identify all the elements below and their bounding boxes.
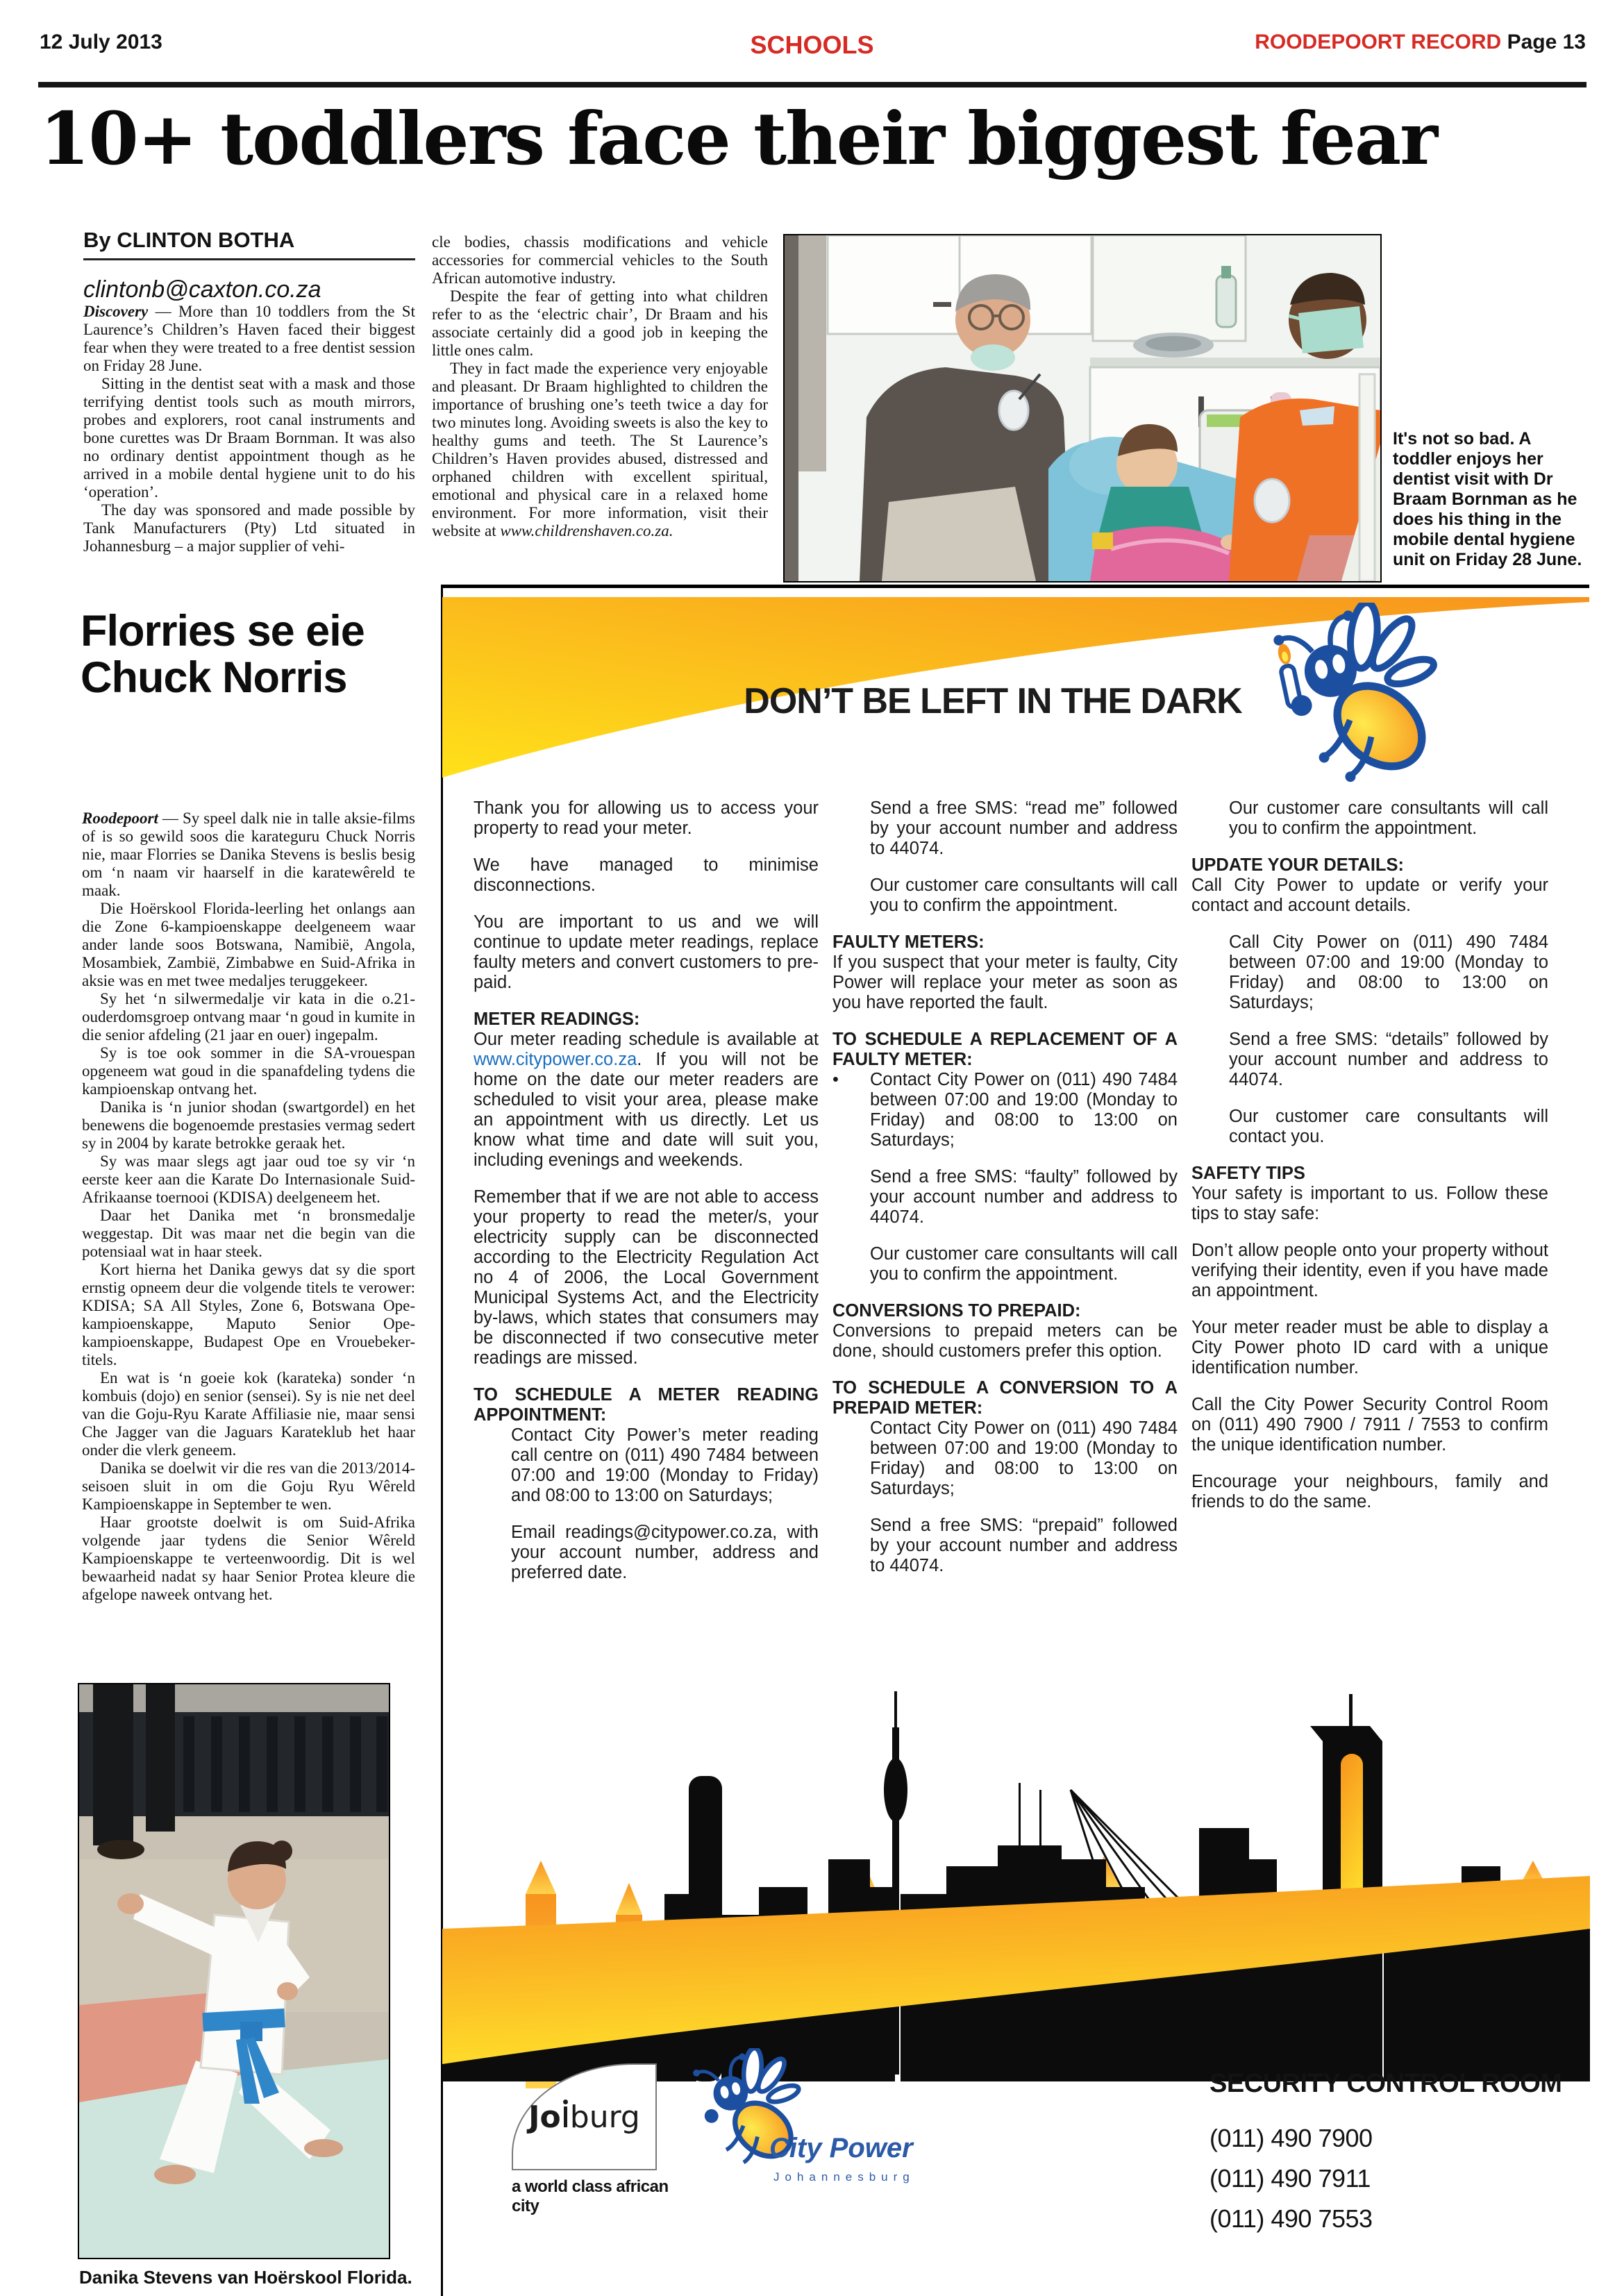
article2-p9: En wat is ‘n goeie kok (karateka) sonder ‘n kombuis (dojo) en senior (sensei). Sy is nie net deel van die Goju-Ryu Karate Affiliasie nie, maar sensi Che Jagger van die Jaguars Karateklub het haar onder die vlerk geneem. — [82, 1369, 415, 1459]
ad-c3-p4: Send a free SMS: “details” followed by your account number and address to 44074. — [1229, 1030, 1548, 1089]
ad-column-1 — [474, 798, 819, 1600]
ad-c3-h2: SAFETY TIPS — [1191, 1164, 1305, 1183]
ad-c3-p8: Your meter reader must be able to display a City Power photo ID card with a unique identification number. — [1191, 1318, 1548, 1377]
ad-c2-p9: Send a free SMS: “prepaid” followed by your account number and address to 44074. — [870, 1516, 1178, 1575]
security-number-3: (011) 490 7553 — [1209, 2204, 1373, 2233]
dateline-2: Roodepoort — [82, 810, 158, 827]
ad-c2-p5: Send a free SMS: “faulty” followed by your account number and address to 44074. — [870, 1167, 1178, 1227]
ad-column-3 — [1191, 798, 1548, 1529]
ad-c1-p5: Remember that if we are not able to access your property to read the meter/s, your electricity supply can be disconnected according to the Electricity Regulation Act no 4 of 2006, the Local Government Municipal Systems Act, and the Electricity by-laws, which states that consumers may be disconnected if two consecutive meter readings are missed. — [474, 1187, 819, 1368]
security-title: SECURITY CONTROL ROOM — [1209, 2069, 1562, 2098]
ad-c3-h1: UPDATE YOUR DETAILS: — [1191, 855, 1405, 875]
article2-p4: Sy is toe ook sommer in die SA-vrouespan opgeneem wat goud in die spanafdeling tydens die kampioenskap ontvang het. — [82, 1044, 415, 1098]
karate-photo-illustration — [79, 1684, 389, 2258]
ad-c3-p6: Your safety is important to us. Follow these tips to stay safe: — [1191, 1184, 1548, 1223]
article2-p11: Haar grootste doelwit is om Suid-Afrika volgende jaar tydens die Senior Wêreld Kampioenskappe te verteenwoordig. Dit is wel bewaarheid nadat sy haar Senior Protea kleure die afgelope naweek ontvang het. — [82, 1514, 415, 1603]
article1-p1: — More than 10 toddlers from the St Laurence’s Children’s Haven faced their biggest fear when they were treated to a free dentist session on Friday 28 June. — [83, 303, 415, 374]
ad-c1-p2: We have managed to minimise disconnections. — [474, 855, 819, 895]
citypower-logo — [687, 2048, 937, 2215]
ad-headline: DON’T BE LEFT IN THE DARK — [744, 681, 1242, 721]
dentist-photo-caption: It's not so bad. A toddler enjoys her dentist visit with Dr Braam Bornman as he does his thing in the mobile dental hygiene unit on Friday 28 June. — [1393, 429, 1582, 569]
dentist-photo — [783, 234, 1382, 583]
ad-top-border — [442, 585, 1589, 588]
byline: By CLINTON BOTHA — [83, 228, 295, 252]
ad-c2-p7: Conversions to prepaid meters can be done, should customers prefer this option. — [832, 1321, 1178, 1361]
article1-p3: The day was sponsored and made possible by Tank Manufacturers (Pty) Ltd situated in Johannesburg – a major supplier of vehi- — [83, 501, 415, 555]
article2-headline — [81, 608, 442, 702]
ad-c1-p1: Thank you for allowing us to access your property to read your meter. — [474, 798, 819, 838]
byline-rule — [83, 258, 415, 260]
ad-c3-p2: Call City Power to update or verify your contact and account details. — [1191, 875, 1548, 915]
ad-c2-p4 — [832, 1070, 1178, 1150]
citypower-url-link: www.citypower.co.za — [474, 1050, 637, 1069]
ad-c3-p5: Our customer care consultants will contact you. — [1229, 1107, 1548, 1146]
karate-photo-caption: Danika Stevens van Hoërskool Florida. — [79, 2267, 412, 2288]
article2-p1: — Sy speel dalk nie in talle aksie-films of is so gewild soos die karateguru Chuck Norris nie, maar Florries se Danika Stevens is beslis besig om ‘n naam vir haarself in die karatewêreld te maak. — [82, 810, 415, 899]
dateline: Discovery — [83, 303, 149, 320]
masthead-rule — [38, 82, 1587, 87]
bullet-icon: • — [832, 1070, 839, 1089]
security-number-2: (011) 490 7911 — [1209, 2164, 1371, 2193]
ad-c3-p1: Our customer care consultants will call you to confirm the appointment. — [1229, 798, 1548, 838]
article2-p5: Danika is ‘n junior shodan (swartgordel) en het benewens die bogenoemde prestasies vermag sedert sy in 2004 by karate betrokke geraak het. — [82, 1098, 415, 1152]
article2-headline-line1: Florries se eie — [81, 607, 365, 655]
ad-c3-p3: Call City Power on (011) 490 7484 between 07:00 and 19:00 (Monday to Friday) and 08:00 to 13:00 on Saturdays; — [1229, 932, 1548, 1012]
bee-mascot-icon — [1265, 603, 1439, 792]
dentist-photo-illustration — [785, 235, 1380, 581]
article2-body — [82, 810, 415, 1677]
masthead-right — [1255, 31, 1586, 54]
tower-icon — [564, 2106, 567, 2127]
karate-photo — [78, 1683, 390, 2259]
security-number-1: (011) 490 7900 — [1209, 2124, 1373, 2152]
article2-p3: Sy het ‘n silwermedalje vir kata in die o.21-ouderdomsgroep ontvang maar ‘n goud in kumite in die senior afdeling (21 jaar en ouer) ingepalm. — [82, 990, 415, 1044]
joburg-logo-burg: burg — [569, 2099, 640, 2135]
ad-c2-p1: Send a free SMS: “read me” followed by your account number and address to 44074. — [870, 798, 1178, 858]
article2-p6: Sy was maar slegs agt jaar oud toe sy vir ‘n eerste keer aan die Karate Do Internasionale Suid-Afrikaanse toernooi (KDISA) deelgeneem het. — [82, 1153, 415, 1206]
ad-c1-p6: Contact City Power’s meter reading call centre on (011) 490 7484 between 07:00 and 19:00 (Monday to Friday) and 08:00 to 13:00 on Saturdays; — [511, 1425, 819, 1505]
citypower-logo-name: City Power — [769, 2133, 913, 2163]
ad-c1-p4-post: . If you will not be home on the date our meter readers are scheduled to visit your area, please make an appointment with us directly. Let us know what time and date will suit you, including evenings and weekends. — [474, 1050, 819, 1170]
masthead-section: SCHOOLS — [750, 31, 874, 59]
page-title: 10+ toddlers face their biggest fear — [40, 96, 1437, 181]
masthead-date: 12 July 2013 — [40, 31, 162, 53]
ad-c2-h4: TO SCHEDULE A CONVERSION TO A PREPAID METER: — [832, 1378, 1178, 1418]
ad-c3-p9: Call the City Power Security Control Room on (011) 490 7900 / 7911 / 7553 to confirm the unique identification number. — [1191, 1395, 1548, 1455]
article2-headline-line2: Chuck Norris — [81, 653, 347, 703]
article1-p6 — [432, 360, 768, 540]
ad-c2-h1: FAULTY METERS: — [832, 932, 985, 952]
ad-c2-p4-text: Contact City Power on (011) 490 7484 between 07:00 and 19:00 (Monday to Friday) and 08:00 to 13:00 on Saturdays; — [870, 1070, 1178, 1150]
article1-p4: cle bodies, chassis modifications and vehicle accessories for commercial vehicles to the South African automotive industry. — [432, 233, 768, 287]
ad-c1-p4 — [474, 1030, 819, 1171]
ad-c2-p6: Our customer care consultants will call you to confirm the appointment. — [870, 1244, 1178, 1284]
article1-p5: Despite the fear of getting into what children refer to as the ‘electric chair’, Dr Braam and his associate certainly did a good job in keeping the little ones calm. — [432, 287, 768, 359]
ad-c2-p8: Contact City Power on (011) 490 7484 between 07:00 and 19:00 (Monday to Friday) and 08:00 to 13:00 on Saturdays; — [870, 1418, 1178, 1498]
article1-column2 — [432, 233, 768, 540]
ad-c2-p3: If you suspect that your meter is faulty, City Power will replace your meter as soon as you have reported the fault. — [832, 953, 1178, 1012]
article1-p6-text: They in fact made the experience very enjoyable and pleasant. Dr Braam highlighted to children the importance of brushing one’s teeth twice a day for two minutes long. Avoiding sweets is also the key to healthy gums and teeth. The St Laurence’s Children’s Haven provides abused, distressed and orphaned children with excellent spiritual, emotional and physical care in a relaxed home environment. For more information, visit their website at — [432, 360, 768, 539]
ad-column-2 — [832, 798, 1178, 1593]
ad-c3-p10: Encourage your neighbours, family and friends to do the same. — [1191, 1472, 1548, 1511]
masthead-brand: ROODEPOORT RECORD — [1255, 31, 1502, 53]
ad-c2-h2: TO SCHEDULE A REPLACEMENT OF A FAULTY METER: — [832, 1030, 1178, 1069]
masthead-pagenum: Page 13 — [1507, 31, 1586, 53]
article2-p10: Danika se doelwit vir die res van die 2013/2014-seisoen sluit in om die Goju Ryu Wêreld Kampioenskappe in September te wen. — [82, 1459, 415, 1513]
ad-c2-p2: Our customer care consultants will call you to confirm the appointment. — [870, 875, 1178, 915]
ad-c3-p7: Don’t allow people onto your property without verifying their identity, even if you have made an appointment. — [1191, 1241, 1548, 1300]
joburg-tagline: a world class african city — [512, 2177, 669, 2215]
ad-c1-p3: You are important to us and we will continue to update meter readings, replace faulty meters and convert customers to pre-paid. — [474, 912, 819, 992]
author-email: clintonb@caxton.co.za — [83, 276, 321, 303]
citypower-logo-sub: Johannesburg — [773, 2170, 915, 2184]
ad-c2-h3: CONVERSIONS TO PREPAID: — [832, 1301, 1081, 1321]
article2-p7: Daar het Danika met ‘n bronsmedalje weggestap. Dit was maar net die begin van die potensiaal wat in haar steek. — [82, 1207, 415, 1260]
ad-c1-p4-pre: Our meter reading schedule is available at — [474, 1030, 819, 1049]
ad-c1-h1: METER READINGS: — [474, 1009, 640, 1029]
article1-p2: Sitting in the dentist seat with a mask and those terrifying dentist tools such as mouth mirrors, probes and explorers, root canal instruments and bone curettes was Dr Braam Bornman. It was also no ordinary dentist appointment though as he arrived in a mobile dental hygiene unit to do his ‘operation’. — [83, 375, 415, 501]
article2-p8: Kort hierna het Danika gewys dat sy die sport ernstig opneem deur die volgende titels te verower: KDISA; SA All Styles, Zone 6, Botswana Ope-kampioenskappe, Maputo Senior Ope-kampioenskappe, Budapest Ope en Vrouebeker-titels. — [82, 1261, 415, 1368]
joburg-logo-jo: Jo — [528, 2099, 561, 2135]
ad-c1-h2: TO SCHEDULE A METER READING APPOINTMENT: — [474, 1385, 819, 1425]
article2-p2: Die Hoërskool Florida-leerling het onlangs aan die Zone 6-kampioenskappe deelgeneem waar ander lande soos Botswana, Namibië, Angola, Mosambiek, Zambië, Zimbabwe en Suid-Afrika in aksie was en met twee medaljes teruggekeer. — [82, 900, 415, 989]
security-control-room — [1209, 2069, 1584, 2245]
ad-c1-p7: Email readings@citypower.co.za, with your account number, address and preferred date. — [511, 1523, 819, 1582]
article1-column1 — [83, 303, 415, 555]
article1-website: www.childrenshaven.co.za. — [500, 522, 673, 539]
